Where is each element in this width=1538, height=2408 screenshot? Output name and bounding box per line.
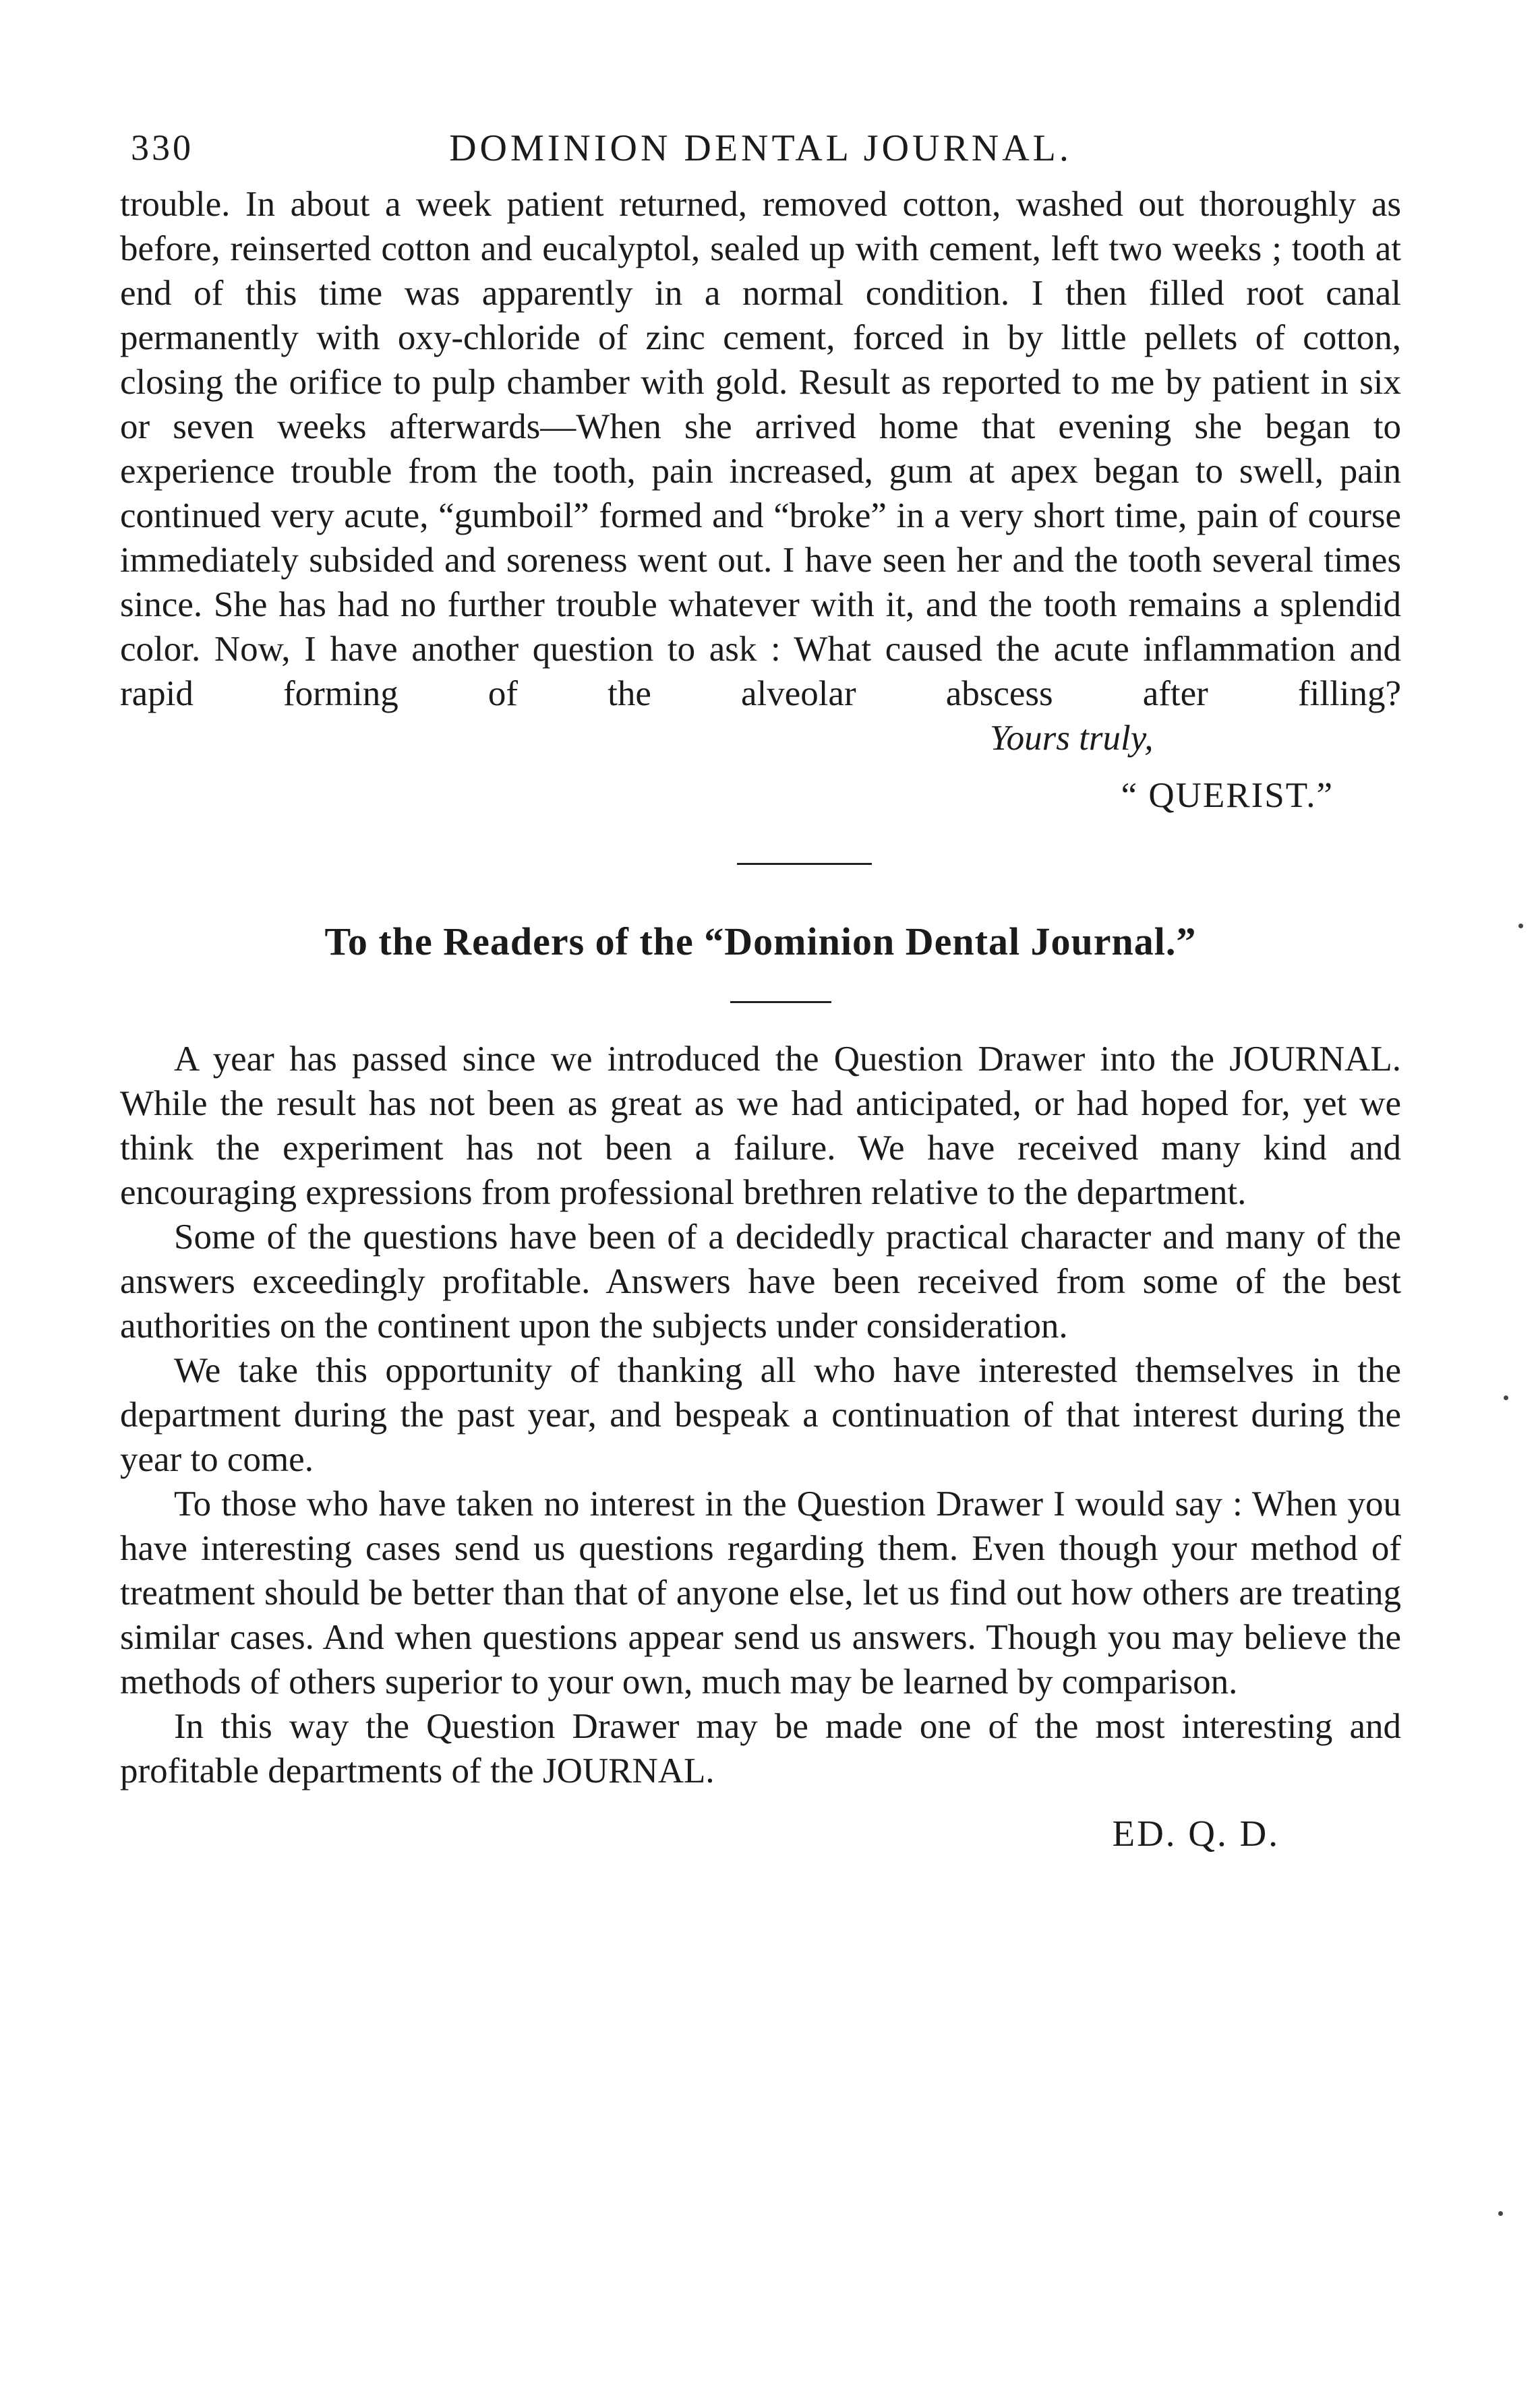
letter-body	[120, 182, 1401, 760]
letter-paragraph	[120, 182, 1401, 760]
scan-speck	[1498, 2211, 1503, 2216]
letter-signature: “ QUERIST.”	[1121, 776, 1334, 815]
section-paragraph-4: To those who have taken no interest in the Question Drawer I would say : When you have interesting cases send us questions regarding them. Even though your method of treatment should be better than that of anyone else, let us find out how others are treating similar cases. And when questions appear send us answers. Though you may believe the methods of others superior to your own, much may be learned by comparison.	[120, 1484, 1401, 1702]
section-paragraph-2: Some of the questions have been of a decidedly practical character and many of the answers exceedingly profitable. Answers have been received from some of the best authorities on the continent upon the subjects under consideration.	[120, 1217, 1401, 1346]
editor-signature: ED. Q. D.	[1112, 1813, 1280, 1854]
scan-speck	[1518, 924, 1523, 928]
letter-closing: Yours truly,	[990, 719, 1154, 758]
title-rule	[730, 1001, 831, 1003]
section-body	[120, 1037, 1401, 1793]
scan-speck	[1504, 1395, 1508, 1400]
section-paragraph-5: In this way the Question Drawer may be made one of the most interesting and profitable departments of the JOURNAL.	[120, 1707, 1401, 1790]
section-divider	[737, 863, 872, 865]
letter-text: trouble. In about a week patient returned, removed cotton, washed out thoroughly as before, reinserted cotton and eucalyptol, sealed up with cement, left two weeks ; tooth at end of this time was apparently in a normal condition. I then filled root canal permanently with oxy-chloride of zinc cement, forced in by little pellets of cotton, closing the orifice to pulp chamber with gold. Result as reported to me by patient in six or seven weeks afterwards—When she arrived home that evening she began to experience trouble from the tooth, pain increased, gum at apex began to swell, pain continued very acute, “gumboil” formed and “broke” in a very short time, pain of course immediately subsided and soreness went out. I have seen her and the tooth several times since. She has had no further trouble whatever with it, and the tooth remains a splendid color. Now, I have another question to ask : What caused the acute inflammation and rapid forming of the alveolar abscess after filling?	[120, 185, 1401, 713]
running-title: DOMINION DENTAL JOURNAL.	[449, 127, 1072, 169]
section-paragraph-1: A year has passed since we introduced the Question Drawer into the JOURNAL. While the result has not been as great as we had anticipated, or had hoped for, yet we think the experiment has not been a failure. We have received many kind and encouraging expressions from professional brethren relative to the department.	[120, 1040, 1401, 1212]
journal-page	[120, 115, 1401, 1855]
page-header	[120, 115, 1401, 182]
section-title: To the Readers of the “Dominion Dental Journal.”	[324, 920, 1197, 963]
page-number: 330	[131, 127, 194, 168]
section-paragraph-3: We take this opportunity of thanking all who have interested themselves in the department during the past year, and bespeak a continuation of that interest during the year to come.	[120, 1351, 1401, 1479]
